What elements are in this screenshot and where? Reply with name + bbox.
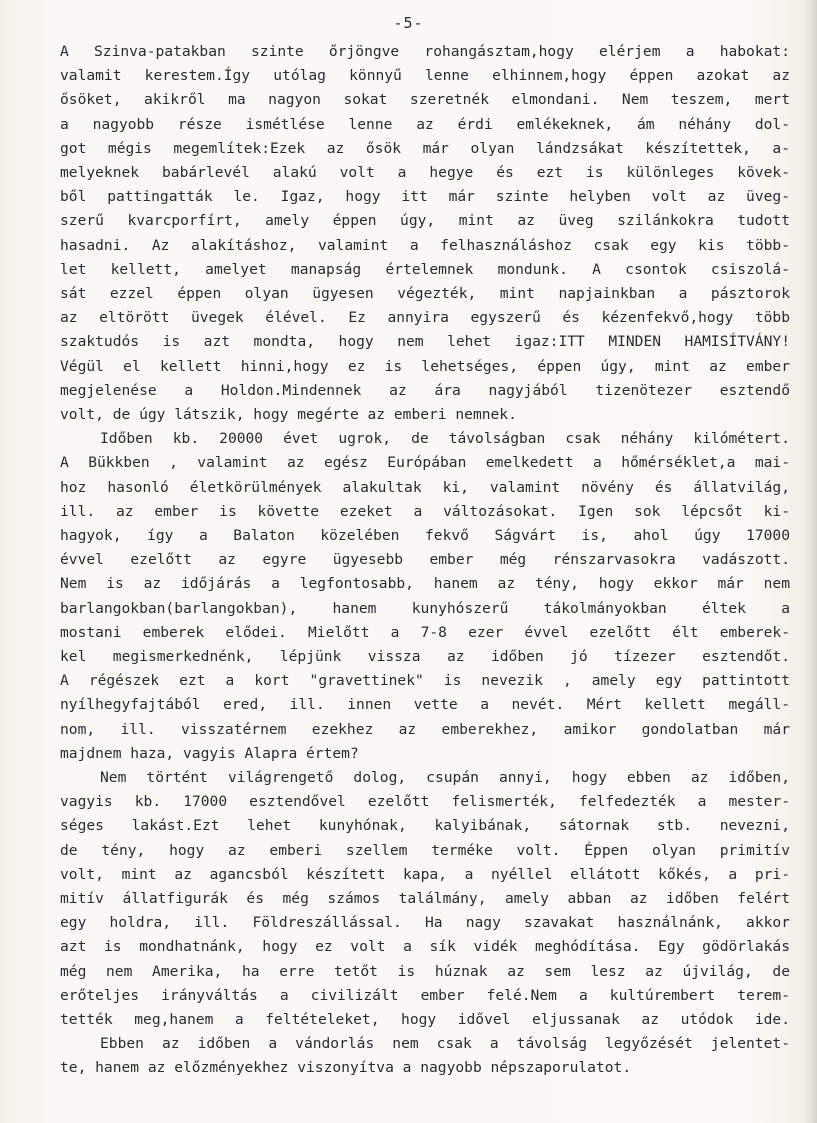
text-line: volt, mint az agancsból készített kapa, a nyéllel ellátott kőkés, a pri-: [60, 865, 790, 883]
text-line: azt is mondhatnánk, hogy ez volt a sík vidék meghódítása. Egy gödörlakás: [60, 938, 790, 956]
text-line: Ebben az időben a vándorlás nem csak a távolság legyőzését jelentet-: [100, 1035, 790, 1053]
text-line: séges lakást.Ezt lehet kunyhónak, kalyibának, sátornak stb. nevezni,: [60, 817, 790, 835]
text-line: az eltörött üvegek élével. Ez annyira egyszerű és kézenfekvő,hogy több: [60, 309, 790, 327]
text-line: de tény, hogy az emberi szellem terméke volt. Éppen olyan primitív: [60, 841, 790, 859]
text-line: hoz hasonló életkörülmények alakultak ki, valamint növény és állatvilág,: [60, 478, 790, 496]
text-line: Időben kb. 20000 évet ugrok, de távolságban csak néhány kilómétert.: [100, 430, 790, 448]
text-line: let kellett, amelyet manapság értelemnek mondunk. A csontok csiszolá-: [60, 260, 790, 278]
text-line: megjelenése a Holdon.Mindennek az ára nagyjából tizenötezer esztendő: [60, 381, 790, 399]
text-line: még nem Amerika, ha erre tetőt is húznak az sem lesz az újvilág, de: [60, 962, 790, 980]
text-line: szerű kvarcporfírt, amely éppen úgy, mint az üveg szilánkokra tudott: [60, 212, 790, 230]
text-line: Nem is az időjárás a legfontosabb, hanem az tény, hogy ekkor már nem: [60, 575, 790, 593]
text-line: szaktudós is azt mondta, hogy nem lehet igaz:ITT MINDEN HAMISÍTVÁNY!: [60, 333, 790, 351]
text-line: Végül el kellett hinni,hogy ez is lehetséges, éppen úgy, mint az ember: [60, 357, 790, 375]
text-line: te, hanem az előzményekhez viszonyítva a nagyobb népszaporulatot.: [60, 1059, 632, 1077]
text-line: ből pattingatták le. Igaz, hogy itt már szinte helyben volt az üveg-: [60, 188, 790, 206]
text-line: volt, de úgy látszik, hogy megérte az emberi nemnek.: [60, 406, 517, 423]
page-number: -5-: [393, 14, 424, 32]
text-line: mostani emberek elődei. Mielőtt a 7-8 ezer évvel ezelőtt élt emberek-: [60, 623, 790, 641]
text-line: hasadni. Az alakításhoz, valamint a felhasználáshoz csak egy kis több-: [60, 236, 790, 254]
text-line: a nagyobb része ismétlése lenne az érdi emlékeknek, ám néhány dol-: [60, 115, 790, 133]
text-line: Nem történt világrengető dolog, csupán annyi, hogy ebben az időben,: [100, 769, 790, 786]
text-line: valamit kerestem.Így utólag könnyű lenne elhinnem,hogy éppen azokat az: [60, 67, 790, 85]
text-line: vagyis kb. 17000 esztendővel ezelőtt felismerték, felfedezték a mester-: [60, 793, 790, 811]
text-line: barlangokban(barlangokban), hanem kunyhószerű tákolmányokban éltek a: [60, 599, 790, 617]
text-line: tették meg,hanem a feltételeket, hogy idővel eljussanak az utódok ide.: [60, 1011, 790, 1028]
text-line: évvel ezelőtt az egyre ügyesebb ember még rénszarvasokra vadászott.: [60, 551, 790, 569]
text-line: mitív állatfigurák és még számos találmány, amely abban az időben felért: [60, 890, 790, 907]
text-line: melyeknek babárlevél alakú volt a hegye és ezt is különleges kövek-: [60, 164, 790, 181]
text-line: kel megismerkednénk, lépjünk vissza az időben jó tízezer esztendőt.: [60, 648, 790, 665]
text-line: ősöket, akikről ma nagyon sokat szeretnék elmondani. Nem teszem, mert: [60, 91, 790, 109]
text-line: A Bükkben , valamint az egész Európában emelkedett a hőmérséklet,a mai-: [60, 454, 790, 472]
text-line: egy holdra, ill. Földreszállással. Ha nagy szavakat használnánk, akkor: [60, 914, 790, 932]
text-line: majdnem haza, vagyis Alapra értem?: [60, 744, 359, 762]
text-line: hagyok, így a Balaton közelében fekvő Ságvárt is, ahol úgy 17000: [60, 527, 790, 544]
text-line: sát ezzel éppen olyan ügyesen végezték, mint napjainkban a pásztorok: [60, 285, 790, 302]
text-line: A régészek ezt a kort "gravettinek" is nevezik , amely egy pattintott: [60, 672, 790, 690]
text-line: got mégis megemlítek:Ezek az ősök már olyan lándzsákat készítettek, a-: [60, 139, 790, 157]
text-line: A Szinva-patakban szinte őrjöngve rohangásztam,hogy elérjem a habokat:: [60, 43, 790, 60]
text-line: ill. az ember is követte ezeket a változásokat. Igen sok lépcsőt ki-: [60, 502, 790, 520]
text-line: nom, ill. visszatérnem ezekhez az emberekhez, amikor gondolatban már: [60, 720, 790, 738]
text-line: nyílhegyfajtából ered, ill. innen vette a nevét. Mért kellett megáll-: [60, 696, 790, 714]
text-line: erőteljes irányváltás a civilizált ember felé.Nem a kultúrembert terem-: [60, 986, 790, 1004]
